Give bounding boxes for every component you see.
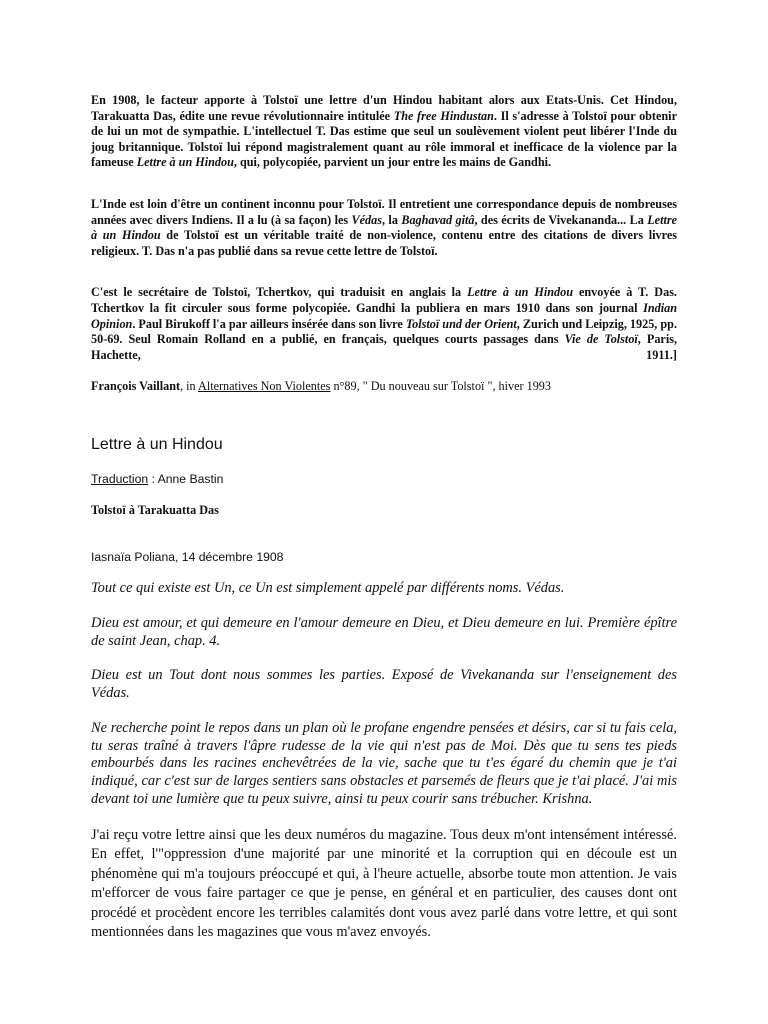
letter-title: Lettre à un Hindou <box>91 212 678 243</box>
book-title: Vie de Tolstoï <box>564 332 638 347</box>
text-span: , la <box>381 212 402 227</box>
journal-title: The free Hindustan <box>393 108 494 123</box>
book-title: Baghavad gitâ <box>401 212 475 227</box>
intro-paragraph-2 <box>91 197 677 259</box>
epigraph-quote-3: Dieu est un Tout dont nous sommes les parties. Exposé de Vivekananda sur l'enseignement des Védas. <box>91 667 677 702</box>
book-title: Védas <box>351 212 382 227</box>
text-span: de Tolstoï est un véritable traité de non-violence, contenu entre des citations de divers livres religieux. T. Das n'a pas publié dans sa revue cette lettre de Tolstoï. <box>91 228 677 258</box>
text-span: , des écrits de Vivekananda... La <box>474 212 648 227</box>
text-span: , Zurich und Leipzig, 1925, pp. 50-69. Seul Romain Rolland en a publié, en français, quelques courts passages dans <box>91 316 677 347</box>
source-link[interactable]: Alternatives Non Violentes <box>198 379 331 394</box>
text-span: C'est le secrétaire de Tolstoï, Tchertkov, qui traduisit en anglais la <box>91 285 468 300</box>
epigraph-quote-2: Dieu est amour, et qui demeure en l'amour demeure en Dieu, et Dieu demeure en lui. Première épître de saint Jean, chap. 4. <box>91 614 677 649</box>
letter-address: Tolstoï à Tarakuatta Das <box>91 502 219 517</box>
text-span: n°89, " Du nouveau sur Tolstoï ", hiver 1993 <box>330 379 551 394</box>
translation-link[interactable]: Traduction <box>91 471 149 486</box>
letter-title: Lettre à un Hindou <box>467 285 574 300</box>
text-span: , Paris, Hachette, 1911.] <box>91 332 677 362</box>
place-date: Iasnaïa Poliana, 14 décembre 1908 <box>91 549 284 564</box>
book-title: Tolstoï und der Orient <box>405 316 517 331</box>
text-span: L'Inde est loin d'être un continent inconnu pour Tolstoï. Il entretient une correspondance depuis de nombreuses années avec divers Indiens. Il a lu (à sa façon) les <box>91 196 677 227</box>
translation-credit <box>91 472 677 486</box>
text-span: , qui, polycopiée, parvient un jour entre les mains de Gandhi. <box>233 155 552 170</box>
text-span: En 1908, le facteur apporte à Tolstoï une lettre d'un Hindou habitant alors aux Etats-Unis. Cet Hindou, Tarakuatta Das, édite une revue révolutionnaire intitulée <box>91 93 677 123</box>
text-span: . Il s'adresse à Tolstoï pour obtenir de lui un mot de sympathie. L'intellectuel T. Das estime que seul un soulèvement violent peut libérer l'Inde du joug britannique. Tolstoï lui répond magistralement quant au rôle immoral et inefficace de la violence par la fameuse <box>91 108 677 170</box>
letter-body-paragraph: J'ai reçu votre lettre ainsi que les deux numéros du magazine. Tous deux m'ont intensément intéressé. En effet, l'"oppression d'une majorité par une minorité et la corruption qui en découle est un phénomène qui m'a toujours préoccupé et qui, à l'heure actuelle, absorbe toute mon attention. Je vais m'efforcer de vous faire partager ce que je pense, en général et en particulier, des causes dont ont procédé et procèdent encore les terribles calamités dont vous avez parlé dans votre lettre, et qui sont mentionnées dans les magazines que vous m'avez envoyés. <box>91 826 677 940</box>
journal-title: Indian Opinion <box>91 300 677 331</box>
epigraph-quote-1: Tout ce qui existe est Un, ce Un est simplement appelé par différents noms. Védas. <box>91 579 565 596</box>
intro-paragraph-3 <box>91 285 677 363</box>
translator-name: : Anne Bastin <box>148 471 224 486</box>
letter-title: Lettre à un Hindou <box>136 155 234 170</box>
document-page <box>91 86 677 942</box>
source-author: François Vaillant <box>91 379 181 394</box>
text-span: envoyée à T. Das. Tchertkov la fit circuler sous forme polycopiée. Gandhi la publiera en mars 1910 dans son journal <box>91 285 677 315</box>
text-span: , in <box>180 379 199 394</box>
source-citation <box>91 379 677 395</box>
epigraph-quote-4: Ne recherche point le repos dans un plan où le profane engendre pensées et désirs, car si tu fais cela, tu seras traîné à travers l'âpre rudesse de la vie qui n'est pas de Moi. Dès que tu sens tes pieds embourbés dans les racines enchevêtrées de la vie, sache que tu t'es égaré du chemin que je t'ai indiqué, car c'est sur de larges sentiers sans obstacles et parsemés de fleurs que je t'ai placé. J'ai mis devant toi une lumière que tu peux suivre, ainsi tu peux courir sans trébucher. Krishna. <box>91 719 677 808</box>
intro-paragraph-1 <box>91 93 677 171</box>
page-title: Lettre à un Hindou <box>91 435 223 453</box>
text-span: . Paul Birukoff l'a par ailleurs insérée dans son livre <box>132 316 406 331</box>
